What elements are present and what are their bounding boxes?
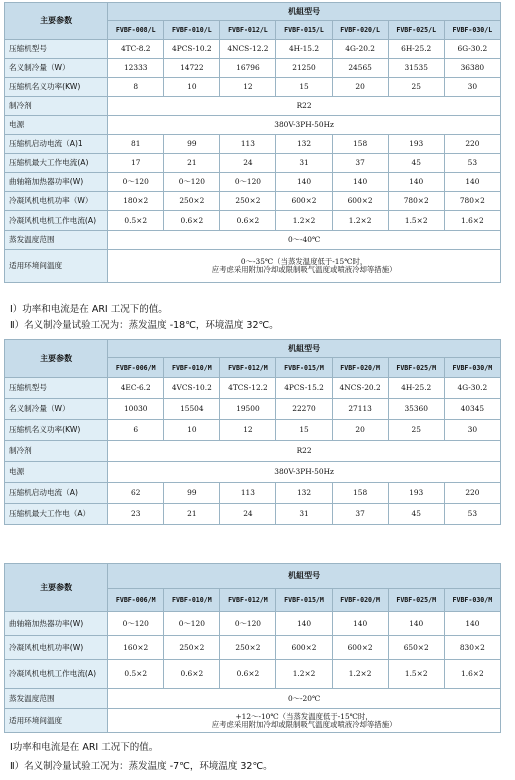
model-fvbf-008-l: FVBF-008/L (108, 21, 164, 40)
table-row (5, 689, 501, 709)
spanned-value-text: 0～-40℃ (287, 235, 321, 244)
model-fvbf-006-m: FVBF-006/M (108, 589, 164, 612)
cell-value: 23 (108, 504, 164, 525)
spanned-value (108, 689, 501, 709)
cell-value: 193 (388, 483, 444, 504)
cell-value: 1.2×2 (276, 660, 332, 689)
cell-value: 81 (108, 135, 164, 154)
note-3-test-condition: Ⅱ）名义制冷量试验工况为：蒸发温度 -7℃，环境温度 32℃。 (10, 761, 273, 772)
table-row (5, 59, 501, 78)
cell-value: 15504 (164, 399, 220, 420)
model-fvbf-010-l: FVBF-010/L (164, 21, 220, 40)
cell-value: 8 (108, 78, 164, 97)
model-fvbf-015-m: FVBF-015/M (276, 358, 332, 378)
cell-value: 10030 (108, 399, 164, 420)
cell-value: 1.2×2 (332, 660, 388, 689)
cell-value: 6H-25.2 (388, 40, 444, 59)
cell-value: 35360 (388, 399, 444, 420)
spanned-value (108, 441, 501, 462)
cell-value: 0.6×2 (220, 660, 276, 689)
cell-value: 250×2 (164, 636, 220, 660)
spanned-value (108, 116, 501, 135)
model-fvbf-006-m: FVBF-006/M (108, 358, 164, 378)
model-fvbf-012-m: FVBF-012/M (220, 589, 276, 612)
model-fvbf-020-m: FVBF-020/M (332, 358, 388, 378)
model-fvbf-015-l: FVBF-015/L (276, 21, 332, 40)
model-fvbf-010-m: FVBF-010/M (164, 358, 220, 378)
spanned-value-text: 0～-35℃（当蒸发温度低于-15℃时， (240, 257, 368, 266)
group-model-header: 机組型号 (108, 564, 501, 589)
cell-value: 780×2 (388, 192, 444, 211)
cell-value: 12333 (108, 59, 164, 78)
table-row (5, 660, 501, 689)
cell-value: 62 (108, 483, 164, 504)
cell-value: 220 (444, 135, 500, 154)
cell-value: 4EC-6.2 (108, 378, 164, 399)
note-3-ari: Ⅰ功率和电流是在 ARI 工况下的值。 (10, 742, 159, 753)
spanned-value-text: +12～-10℃（当蒸发温度低于-15℃时， (235, 711, 373, 721)
model-fvbf-010-m: FVBF-010/M (164, 589, 220, 612)
table-row (5, 116, 501, 135)
cell-value: 12 (220, 78, 276, 97)
cell-value: 1.2×2 (276, 211, 332, 231)
table-row (5, 250, 501, 283)
cell-value: 4TC-8.2 (108, 40, 164, 59)
row-label: 适用环境间温度 (5, 250, 108, 283)
cell-value: 193 (388, 135, 444, 154)
cell-value: 250×2 (164, 192, 220, 211)
table-row (5, 462, 501, 483)
cell-value: 25 (388, 420, 444, 441)
header-row (5, 340, 501, 358)
cell-value: 4G-30.2 (444, 378, 500, 399)
model-fvbf-015-m: FVBF-015/M (276, 589, 332, 612)
cell-value: 600×2 (276, 192, 332, 211)
row-label: 压缩机型号 (5, 378, 108, 399)
cell-value: 31 (276, 154, 332, 173)
main-params-header: 主要参数 (5, 3, 108, 40)
cell-value: 160×2 (108, 636, 164, 660)
cell-value: 158 (332, 483, 388, 504)
table-row (5, 504, 501, 525)
model-fvbf-025-l: FVBF-025/L (388, 21, 444, 40)
cell-value: 140 (332, 612, 388, 636)
cell-value: 14722 (164, 59, 220, 78)
cell-value: 15 (276, 78, 332, 97)
model-fvbf-020-m: FVBF-020/M (332, 589, 388, 612)
cell-value: 4NCS-12.2 (220, 40, 276, 59)
cell-value: 140 (276, 173, 332, 192)
cell-value: 830×2 (444, 636, 500, 660)
cell-value: 24 (220, 154, 276, 173)
cell-value: 22270 (276, 399, 332, 420)
cell-value: 650×2 (388, 636, 444, 660)
cell-value: 1.6×2 (444, 660, 500, 689)
cell-value: 0.6×2 (164, 211, 220, 231)
cell-value: 30 (444, 78, 500, 97)
cell-value: 27113 (332, 399, 388, 420)
cell-value: 20 (332, 78, 388, 97)
cell-value: 158 (332, 135, 388, 154)
cell-value: 180×2 (108, 192, 164, 211)
cell-value: 45 (388, 154, 444, 173)
cell-value: 4NCS-20.2 (332, 378, 388, 399)
cell-value: 0.6×2 (220, 211, 276, 231)
cell-value: 250×2 (220, 636, 276, 660)
spanned-value-text: 0～-20℃ (287, 693, 321, 703)
group-model-header: 机組型号 (108, 340, 501, 358)
row-label: 压缩机启动电流（A) (5, 483, 108, 504)
model-fvbf-030-l: FVBF-030/L (444, 21, 500, 40)
cell-value: 250×2 (220, 192, 276, 211)
cell-value: 0～120 (164, 612, 220, 636)
row-label: 电源 (5, 116, 108, 135)
spec-table-l-series (4, 2, 501, 283)
spanned-value (108, 231, 501, 250)
row-label: 压缩机名义功率(KW) (5, 78, 108, 97)
cell-value: 1.6×2 (444, 211, 500, 231)
row-label: 压缩机名义功率(KW) (5, 420, 108, 441)
cell-value: 53 (444, 504, 500, 525)
table-row (5, 192, 501, 211)
cell-value: 24 (220, 504, 276, 525)
table-row (5, 97, 501, 116)
model-fvbf-012-m: FVBF-012/M (220, 358, 276, 378)
cell-value: 10 (164, 420, 220, 441)
cell-value: 600×2 (332, 192, 388, 211)
cell-value: 16796 (220, 59, 276, 78)
spanned-value-text: R22 (296, 101, 312, 110)
cell-value: 17 (108, 154, 164, 173)
row-label: 蒸发温度范围 (5, 689, 108, 709)
header-row (5, 564, 501, 589)
cell-value: 140 (388, 612, 444, 636)
cell-value: 4H-15.2 (276, 40, 332, 59)
row-label: 电源 (5, 462, 108, 483)
spanned-value-text: 380V-3PH-50Hz (274, 120, 334, 129)
spanned-value (108, 250, 501, 283)
model-fvbf-025-m: FVBF-025/M (388, 358, 444, 378)
cell-value: 37 (332, 154, 388, 173)
cell-value: 0～120 (164, 173, 220, 192)
main-params-header: 主要参数 (5, 340, 108, 378)
cell-value: 20 (332, 420, 388, 441)
cell-value: 6G-30.2 (444, 40, 500, 59)
cell-value: 780×2 (444, 192, 500, 211)
cell-value: 113 (220, 483, 276, 504)
cell-value: 36380 (444, 59, 500, 78)
table-row (5, 483, 501, 504)
spec-table-m-series-b (4, 563, 501, 733)
cell-value: 4PCS-15.2 (276, 378, 332, 399)
cell-value: 53 (444, 154, 500, 173)
spanned-value-text: R22 (296, 446, 312, 455)
model-fvbf-020-l: FVBF-020/L (332, 21, 388, 40)
table-row (5, 636, 501, 660)
cell-value: 4VCS-10.2 (164, 378, 220, 399)
row-label: 制冷剂 (5, 441, 108, 462)
cell-value: 4H-25.2 (388, 378, 444, 399)
cell-value: 25 (388, 78, 444, 97)
cell-value: 21 (164, 504, 220, 525)
row-label: 冷凝风机电机功率(W) (5, 636, 108, 660)
row-label: 制冷剂 (5, 97, 108, 116)
spanned-value-text-2: 应考虑采用附加冷却或限制吸气温度或喷液冷却等措施） (211, 265, 397, 274)
spec-table-m-series-a (4, 339, 501, 525)
spanned-value-text: 380V-3PH-50Hz (274, 467, 334, 476)
row-label: 压缩机启动电流（A)1 (5, 135, 108, 154)
cell-value: 1.5×2 (388, 660, 444, 689)
cell-value: 220 (444, 483, 500, 504)
cell-value: 600×2 (276, 636, 332, 660)
cell-value: 113 (220, 135, 276, 154)
row-label: 冷凝风机电机工作电流(A) (5, 660, 108, 689)
cell-value: 30 (444, 420, 500, 441)
cell-value: 0～120 (108, 173, 164, 192)
cell-value: 10 (164, 78, 220, 97)
header-row (5, 3, 501, 21)
spanned-value (108, 97, 501, 116)
cell-value: 45 (388, 504, 444, 525)
cell-value: 140 (444, 612, 500, 636)
table-row (5, 231, 501, 250)
row-label: 冷凝风机电机功率（W） (5, 192, 108, 211)
cell-value: 21250 (276, 59, 332, 78)
model-fvbf-030-m: FVBF-030/M (444, 589, 500, 612)
cell-value: 140 (276, 612, 332, 636)
row-label: 蒸发温度范围 (5, 231, 108, 250)
cell-value: 15 (276, 420, 332, 441)
model-fvbf-012-l: FVBF-012/L (220, 21, 276, 40)
table-row (5, 154, 501, 173)
row-label: 曲轴箱加热器功率(W) (5, 612, 108, 636)
main-params-header: 主要参数 (5, 564, 108, 612)
spanned-value (108, 709, 501, 733)
cell-value: 99 (164, 483, 220, 504)
cell-value: 37 (332, 504, 388, 525)
spanned-value (108, 462, 501, 483)
cell-value: 600×2 (332, 636, 388, 660)
note-1-ari: Ⅰ）功率和电流是在 ARI 工况下的值。 (10, 304, 168, 315)
table-row (5, 441, 501, 462)
cell-value: 1.2×2 (332, 211, 388, 231)
row-label: 名义制冷量（W） (5, 59, 108, 78)
table-row (5, 612, 501, 636)
cell-value: 140 (444, 173, 500, 192)
cell-value: 40345 (444, 399, 500, 420)
cell-value: 140 (388, 173, 444, 192)
row-label: 压缩机型号 (5, 40, 108, 59)
table-row (5, 211, 501, 231)
cell-value: 19500 (220, 399, 276, 420)
row-label: 压缩机最大工作电流(A) (5, 154, 108, 173)
table-row (5, 420, 501, 441)
cell-value: 140 (332, 173, 388, 192)
table-row (5, 378, 501, 399)
row-label: 适用环境间温度 (5, 709, 108, 733)
cell-value: 24565 (332, 59, 388, 78)
cell-value: 0.6×2 (164, 660, 220, 689)
table-row (5, 78, 501, 97)
model-fvbf-030-m: FVBF-030/M (444, 358, 500, 378)
cell-value: 31535 (388, 59, 444, 78)
cell-value: 12 (220, 420, 276, 441)
note-1-test-condition: Ⅱ）名义制冷量试验工况为：蒸发温度 -18℃，环境温度 32℃。 (10, 320, 279, 331)
table-row (5, 40, 501, 59)
cell-value: 99 (164, 135, 220, 154)
cell-value: 0～120 (108, 612, 164, 636)
cell-value: 6 (108, 420, 164, 441)
row-label: 曲轴箱加热器功率(W) (5, 173, 108, 192)
cell-value: 132 (276, 135, 332, 154)
cell-value: 31 (276, 504, 332, 525)
cell-value: 0～120 (220, 173, 276, 192)
cell-value: 132 (276, 483, 332, 504)
cell-value: 0～120 (220, 612, 276, 636)
cell-value: 0.5×2 (108, 211, 164, 231)
table-row (5, 173, 501, 192)
cell-value: 0.5×2 (108, 660, 164, 689)
spanned-value-text-2: 应考虑采用附加冷却或限制吸气温度或喷液冷却等措施） (211, 719, 397, 729)
row-label: 压缩机最大工作电（A） (5, 504, 108, 525)
model-fvbf-025-m: FVBF-025/M (388, 589, 444, 612)
row-label: 名义制冷量（W） (5, 399, 108, 420)
row-label: 冷凝风机电机工作电流(A) (5, 211, 108, 231)
table-row (5, 709, 501, 733)
group-model-header: 机組型号 (108, 3, 501, 21)
cell-value: 4PCS-10.2 (164, 40, 220, 59)
cell-value: 21 (164, 154, 220, 173)
cell-value: 4TCS-12.2 (220, 378, 276, 399)
cell-value: 4G-20.2 (332, 40, 388, 59)
cell-value: 1.5×2 (388, 211, 444, 231)
table-row (5, 399, 501, 420)
table-row (5, 135, 501, 154)
